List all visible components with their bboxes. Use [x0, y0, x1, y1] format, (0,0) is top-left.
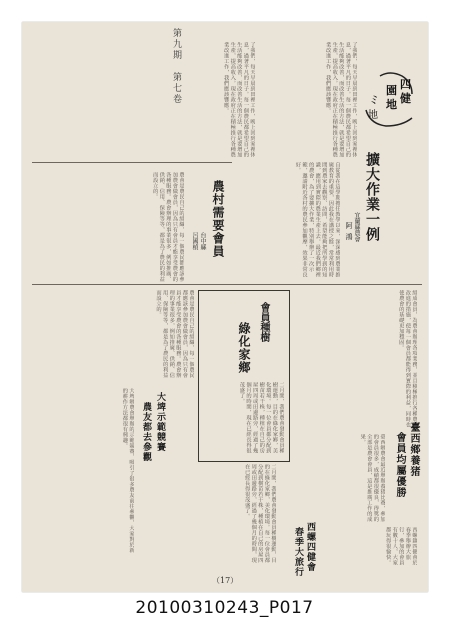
- divider-top: [32, 162, 232, 163]
- svg-text:ﾐ: ﾐ: [370, 93, 377, 107]
- pigs-subtitle: 會員均屬優勝: [394, 432, 405, 498]
- green-subtitle: 會員種樹: [258, 302, 269, 342]
- image-caption: 20100310243_P017: [135, 598, 314, 618]
- green-title: 綠化家鄉: [237, 322, 251, 374]
- svg-text:園: 園: [386, 84, 397, 97]
- expand-body: 自從我在這學期擔任教學以來，深深感到農業推廣教育的重要，因此我在講授之餘，常常利用時間到農家去觀察、訪問，希望能夠把所學到的知識，應用到實際的農業生產上去。最近我們鄉裡的農會，為了要擴大作業，特別舉辦了一次示範，邀請附近各村的農民參加觀摩，效果非常良好。: [294, 162, 340, 278]
- tour-body: 西螺鎮四健會於春季舉辦大旅行，參加的會員有數十人，大家都玩得很愉快。: [384, 527, 417, 566]
- left-mid-text: 農會是農民自己的組織，每一個農民都應該參加農會做會員，因為只有會員才能享受農會的各種服務。農會辦理的事業很多，例如推廣、供銷、信用、保險等等，都是為了農民的利益而設立的。: [155, 290, 194, 378]
- committee-author-name: 呂國楨: [191, 232, 198, 250]
- green-body: 二月間，我們農會發動會員種樹運動，目的在綠化家鄉，美化環境。每一位會員都分配到樹苗若干株，種植在自己的房屋四周或田邊路旁，經過了幾個月的時間，現在已經長得很茂盛了。: [238, 382, 284, 454]
- committee-body: 農會是農民自己的組織，每一個農民都應該參加農會做會員，因為只有會員才能享受農會的各種服務。農會辦理的事業很多，例如推廣、供銷、信用、保險等等，都是為了農民的利益而設立的。: [151, 172, 184, 282]
- expand-author-name: 阿鴻: [345, 222, 353, 244]
- top-middle-text: 了我們，每天早晨到田裡工作，晚上回到家裡休息，過著平凡的日子。每一個農民都希望自己的生活能夠改善，而改善生活的方法，就是要增加生產，提高收入。現在政府正在積極推行各種農業改進工作，我們應該響應。: [222, 42, 255, 158]
- demo-subtitle: 農友都去參觀: [141, 402, 151, 462]
- page-number: （17）: [212, 576, 239, 585]
- svg-text:地: 地: [386, 98, 397, 111]
- right-top-body: 組成會員，為農會辦理各項業務，並且積極推行各種農業改進的措施，使每一個會員都能得到實際的利益，同時也使農會的基礎更加穩固。: [397, 290, 417, 428]
- expand-author-label: 宜蘭縣農會: [353, 212, 360, 242]
- divider-mid: [32, 284, 422, 285]
- pigs-title: 臺西鄉養猪: [408, 422, 419, 477]
- svg-text:四: 四: [400, 78, 411, 91]
- demo-title: 大埤示範競賽: [155, 392, 165, 452]
- center-bottom-text: 二月間，我們農會發動會員種樹運動，目的在綠化家鄉，美化環境。每一位會員都分配到樹苗若干株，種植在自己的房屋四周或田邊路旁，經過了幾個月的時間，現在已經長得很茂盛了。: [243, 464, 276, 563]
- svg-text:健: 健: [400, 92, 411, 105]
- committee-author-label: 台中縣: [199, 232, 206, 250]
- svg-text:地: 地: [368, 110, 378, 121]
- issue-header: 第九期 第七卷: [171, 28, 181, 105]
- demo-body: 大埤鄉農會舉辦的示範競賽，吸引了很多農友前往參觀，大家對於新的耕作方法都很有興趣。: [121, 388, 134, 553]
- pigs-body: 臺西鄉農會最近舉辦養猪比賽，參加的會員很多，成績都很優良，得獎的全部是農會會員，這是推廣工作的成果。: [359, 434, 385, 522]
- tour-title: 西螺四健會: [305, 522, 315, 572]
- intro-text: 了我們，每天早晨到田裡工作，晚上回到家裡休息，過著平凡的日子。每一個農民都希望自己的生活能夠改善，而改善生活的方法，就是要增加生產，提高收入。現在政府正在積極推行各種農業改進工作，我們應該響應。: [324, 42, 357, 158]
- committee-title: 農村需要會員: [211, 180, 225, 258]
- expand-title: 擴大作業一例: [364, 152, 380, 242]
- magazine-page: [22, 22, 428, 592]
- tour-subtitle: 春季大旅行: [293, 527, 303, 577]
- column-logo-art: [360, 70, 420, 132]
- column-logo: [360, 70, 420, 132]
